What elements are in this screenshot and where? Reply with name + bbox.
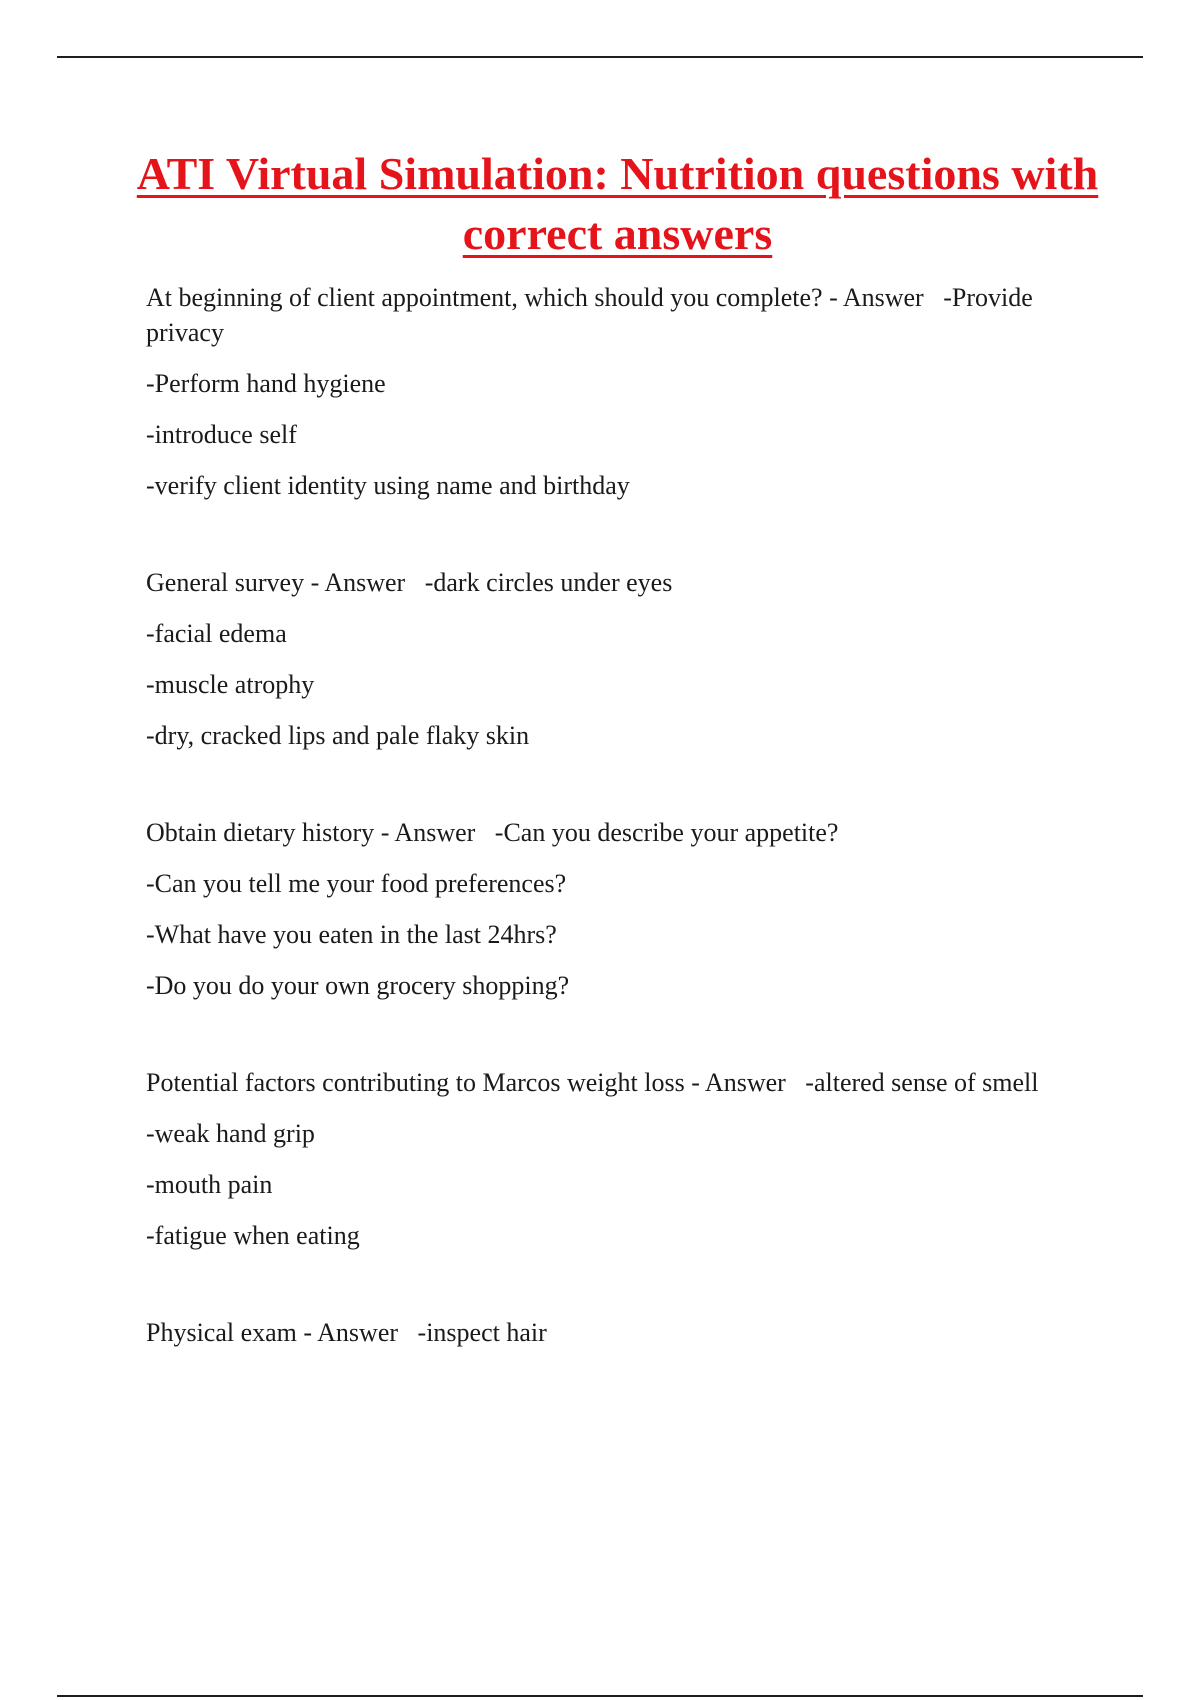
first-answer: -inspect hair: [417, 1318, 547, 1347]
question-line: Obtain dietary history - Answer -Can you describe your appetite?: [146, 818, 839, 847]
qa-item: [146, 565, 1066, 753]
answer-line: -dry, cracked lips and pale flaky skin: [146, 721, 530, 750]
question-line: At beginning of client appointment, which should you complete? - Answer -Provide privacy: [146, 283, 1033, 347]
qa-item: [146, 1065, 1066, 1253]
top-rule: [57, 56, 1143, 58]
answer-line: -introduce self: [146, 420, 297, 449]
qa-item: [146, 280, 1066, 503]
question-line: Potential factors contributing to Marcos weight loss - Answer -altered sense of smell: [146, 1068, 1039, 1097]
answer-line: -What have you eaten in the last 24hrs?: [146, 920, 557, 949]
answer-line: -fatigue when eating: [146, 1221, 360, 1250]
answer-line: -verify client identity using name and birthday: [146, 471, 630, 500]
answer-label: Answer: [317, 1318, 399, 1347]
qa-item: [146, 815, 1066, 1003]
answer-label: Answer: [842, 283, 924, 312]
question-text: Potential factors contributing to Marcos weight loss: [146, 1068, 685, 1097]
answer-line: -mouth pain: [146, 1170, 273, 1199]
first-answer: -Can you describe your appetite?: [494, 818, 839, 847]
answer-line: -Do you do your own grocery shopping?: [146, 971, 570, 1000]
answer-line: -muscle atrophy: [146, 670, 315, 699]
question-text: Physical exam: [146, 1318, 297, 1347]
answer-label: Answer: [394, 818, 476, 847]
first-answer: -Provide privacy: [146, 283, 1033, 347]
question-line: Physical exam - Answer -inspect hair: [146, 1318, 547, 1347]
answer-label: Answer: [704, 1068, 786, 1097]
document-title: ATI Virtual Simulation: Nutrition questions with correct answers: [136, 148, 1099, 259]
answer-line: -facial edema: [146, 619, 287, 648]
question-text: General survey: [146, 568, 305, 597]
question-line: General survey - Answer -dark circles under eyes: [146, 568, 673, 597]
answer-line: -weak hand grip: [146, 1119, 315, 1148]
qa-item: [146, 1315, 1066, 1350]
bottom-rule: [57, 1695, 1143, 1697]
first-answer: -dark circles under eyes: [424, 568, 673, 597]
question-text: At beginning of client appointment, which should you complete?: [146, 283, 823, 312]
question-text: Obtain dietary history: [146, 818, 375, 847]
answer-line: -Can you tell me your food preferences?: [146, 869, 567, 898]
answer-label: Answer: [324, 568, 406, 597]
answer-line: -Perform hand hygiene: [146, 369, 386, 398]
document-body: [146, 280, 1066, 1412]
first-answer: -altered sense of smell: [805, 1068, 1039, 1097]
